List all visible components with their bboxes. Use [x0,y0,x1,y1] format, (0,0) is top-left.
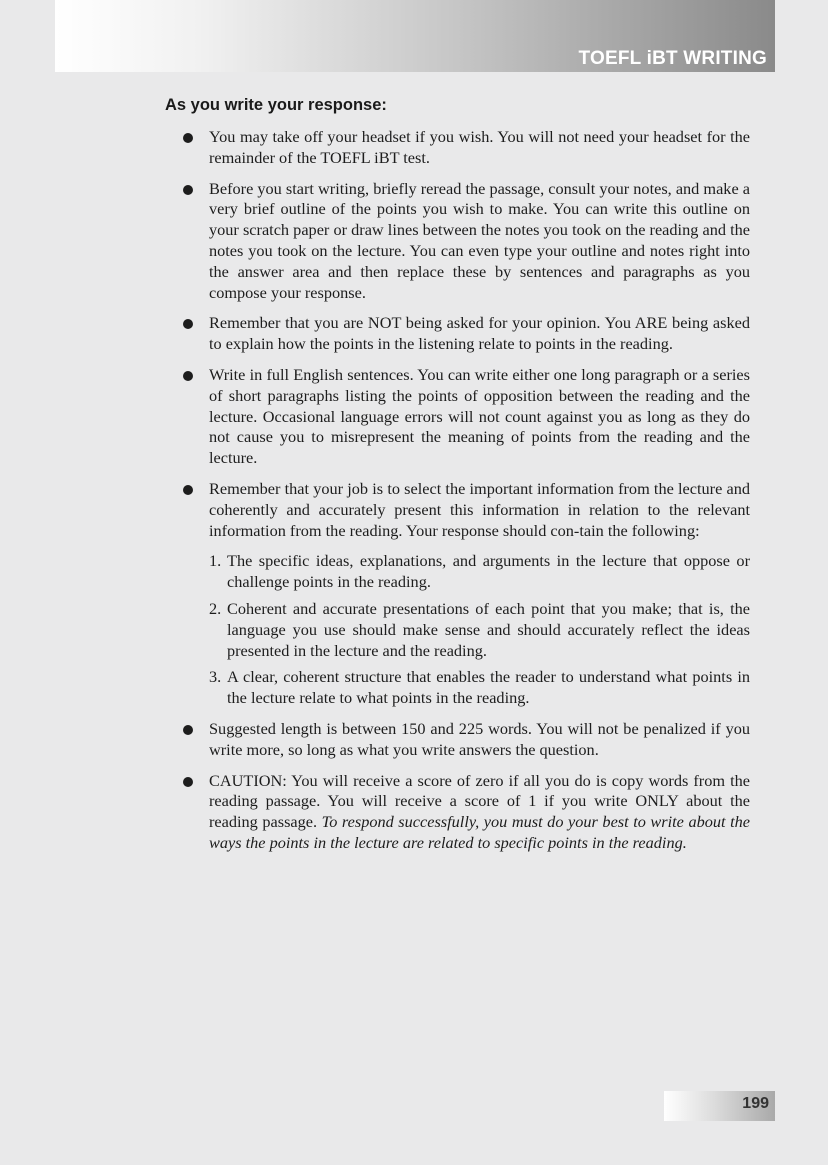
section-heading: As you write your response: [165,96,387,114]
header-bar [55,0,775,72]
page-content [165,96,750,864]
caution-italic-text: To respond successfully, you must do your best to write about the ways the points in the lecture are related to specific points in the reading. [209,812,750,852]
sublist-item [209,667,750,709]
page-number: 199 [742,1095,769,1112]
bullet-list [165,127,750,854]
list-item [165,719,750,761]
sublist-number: 2. [209,598,222,618]
sublist-number: 3. [209,667,222,687]
list-item-text: Remember that your job is to select the important information from the lecture and coherently and accurately present this information in relation to the relevant information from the reading. Your response should con-tain the following: [209,478,750,540]
bullet-icon [183,185,193,195]
header-title: TOEFL iBT WRITING [578,48,767,69]
numbered-sublist [209,551,750,709]
sublist-number: 1. [209,551,222,571]
bullet-icon [183,133,193,143]
list-item-text: Before you start writing, briefly reread the passage, consult your notes, and make a very brief outline of the points you wish to make. You can write this outline on your scratch paper or draw lines between the notes you took on the reading and the notes you took on the lecture. You can even type your outline and notes right into the answer area and then replace these by sentences and paragraphs as you compose your response. [209,178,750,302]
sublist-item [209,599,750,661]
sublist-text: A clear, coherent structure that enables the reader to understand what points in the lecture relate to what points in the reading. [227,667,750,708]
bullet-icon [183,319,193,329]
list-item-text: Suggested length is between 150 and 225 words. You will not be penalized if you write more, so long as what you write answers the question. [209,718,750,759]
list-item-caution [165,771,750,854]
sublist-text: Coherent and accurate presentations of each point that you make; that is, the language you use should make sense and should accurately reflect the ideas presented in the lecture and the reading. [227,598,750,660]
list-item-text: Remember that you are NOT being asked for your opinion. You ARE being asked to explain how the points in the listening relate to points in the reading. [209,313,750,354]
bullet-icon [183,777,193,787]
sublist-item [209,551,750,593]
caution-text: CAUTION: You will receive a score of zero if all you do is copy words from the reading passage. You will receive a score of 1 if you write ONLY about the reading passage. [209,770,750,832]
list-item [165,365,750,469]
list-item-text: You may take off your headset if you wish. You will not need your headset for the remainder of the TOEFL iBT test. [209,127,750,167]
page-number-box [664,1091,775,1121]
list-item [165,179,750,304]
list-item [165,127,750,169]
bullet-icon [183,371,193,381]
bullet-icon [183,725,193,735]
list-item [165,313,750,355]
bullet-icon [183,485,193,495]
sublist-text: The specific ideas, explanations, and arguments in the lecture that oppose or challenge points in the reading. [227,551,750,592]
list-item [165,479,750,709]
list-item-text: Write in full English sentences. You can write either one long paragraph or a series of short paragraphs listing the points of opposition between the reading and the lecture. Occasional language errors will not count against you as long as they do not cause you to misrepresent the meaning of points from the reading and the lecture. [209,364,750,468]
